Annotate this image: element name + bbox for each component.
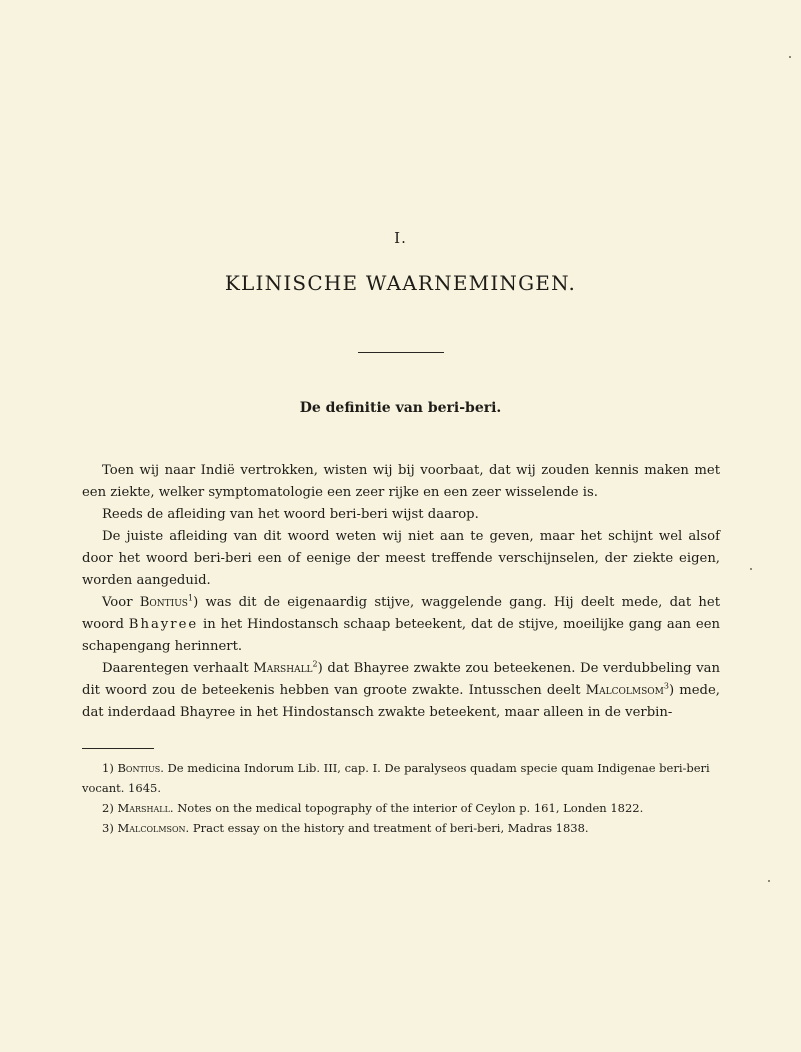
footnote-ref-3: 3: [663, 681, 669, 691]
paragraph-5-text-b: dat Bhayree zwakte zou beteekenen. De verdubbeling van dit woord zou de beteekenis hebben van groote zwakte. Intusschen deelt: [82, 661, 720, 698]
footnote-text: De medicina Indorum Lib. III, cap. I. De paralyseos quadam specie quam Indigenae beri-beri vocant. 1645.: [82, 761, 710, 795]
footnote-text: Notes on the medical topography of the interior of Ceylon p. 161, Londen 1822.: [173, 801, 644, 815]
paragraph-4: Voor Bontius$^1$) was dit de eigenaardig stijve, waggelende gang. Hij deelt mede, dat het woord Bhayree in het Hindostansch schaap beteekent, dat de stijve, moeilijke gang aan een schapengang herinnert.: [82, 593, 720, 654]
paragraph-1: Toen wij naar Indië vertrokken, wisten wij bij voorbaat, dat wij zouden kennis maken met een ziekte, welker symptomatologie een zeer rijke en een zeer wisselende is.: [82, 463, 720, 500]
footnote-ref-1: 1: [187, 593, 194, 603]
footnote-ref-2: 2: [312, 659, 318, 669]
paper-speck: [789, 56, 791, 58]
author-name-marshall: Marshall: [253, 661, 313, 676]
paper-speck: [768, 880, 770, 882]
footnote-2: [82, 798, 720, 818]
author-name-bontius: Bontius: [139, 595, 188, 610]
footnote-text: Pract essay on the history and treatment of beri-beri, Madras 1838.: [189, 821, 589, 835]
paragraph-3: De juiste afleiding van dit woord weten wij niet aan te geven, maar het schijnt wel alsof door het woord beri-beri een of eenige der meest treffende verschijnselen, der ziekte eigen, worden aangeduid.: [82, 529, 720, 588]
footnote-author: Bontius.: [117, 761, 164, 775]
footnote-number: 3): [102, 821, 114, 835]
footnote-number: 2): [102, 801, 114, 815]
footnote-author: Marshall.: [117, 801, 174, 815]
chapter-title: KLINISCHE WAARNEMINGEN.: [224, 271, 577, 295]
footnote-3: [82, 818, 720, 838]
footnote-number: 1): [102, 761, 114, 775]
paragraph-4-text-b: was dit de eigenaardig stijve, waggelende gang. Hij deelt mede, dat het woord: [82, 595, 720, 632]
footnotes: [82, 758, 720, 838]
author-name-malcolmsom: Malcolmsom: [585, 683, 664, 698]
paragraph-4-text-a: Voor: [102, 595, 140, 610]
paragraph-4-text-c: in het Hindostansch schaap beteekent, dat de stijve, moeilijke gang aan een schapengang herinnert.: [82, 617, 720, 654]
section-title: De definitie van beri-beri.: [299, 400, 502, 416]
paragraph-5-text-a: Daarentegen verhaalt: [102, 661, 254, 676]
paragraph-5-text-c: mede, dat inderdaad Bhayree in het Hindostansch zwakte beteekent, maar alleen in de verbin-: [82, 683, 720, 720]
footnote-author: Malcolmson.: [117, 821, 190, 835]
body-text: [82, 460, 720, 724]
chapter-number: I.: [394, 229, 407, 247]
paper-speck: [750, 568, 752, 570]
word-bhayree: Bhayree: [128, 617, 199, 632]
footnote-divider: [82, 748, 154, 749]
title-divider: [358, 352, 444, 353]
footnote-1: [82, 758, 720, 798]
paragraph-2: Reeds de afleiding van het woord beri-beri wijst daarop.: [102, 507, 479, 522]
paragraph-5: Daarentegen verhaalt Marshall$^2$) dat Bhayree zwakte zou beteekenen. De verdubbeling van dit woord zou de beteekenis hebben van groote zwakte. Intusschen deelt Malcolmsom$^3$) mede, dat inderdaad Bhayree in het Hindostansch zwakte beteekent, maar alleen in de verbin-: [82, 659, 720, 720]
